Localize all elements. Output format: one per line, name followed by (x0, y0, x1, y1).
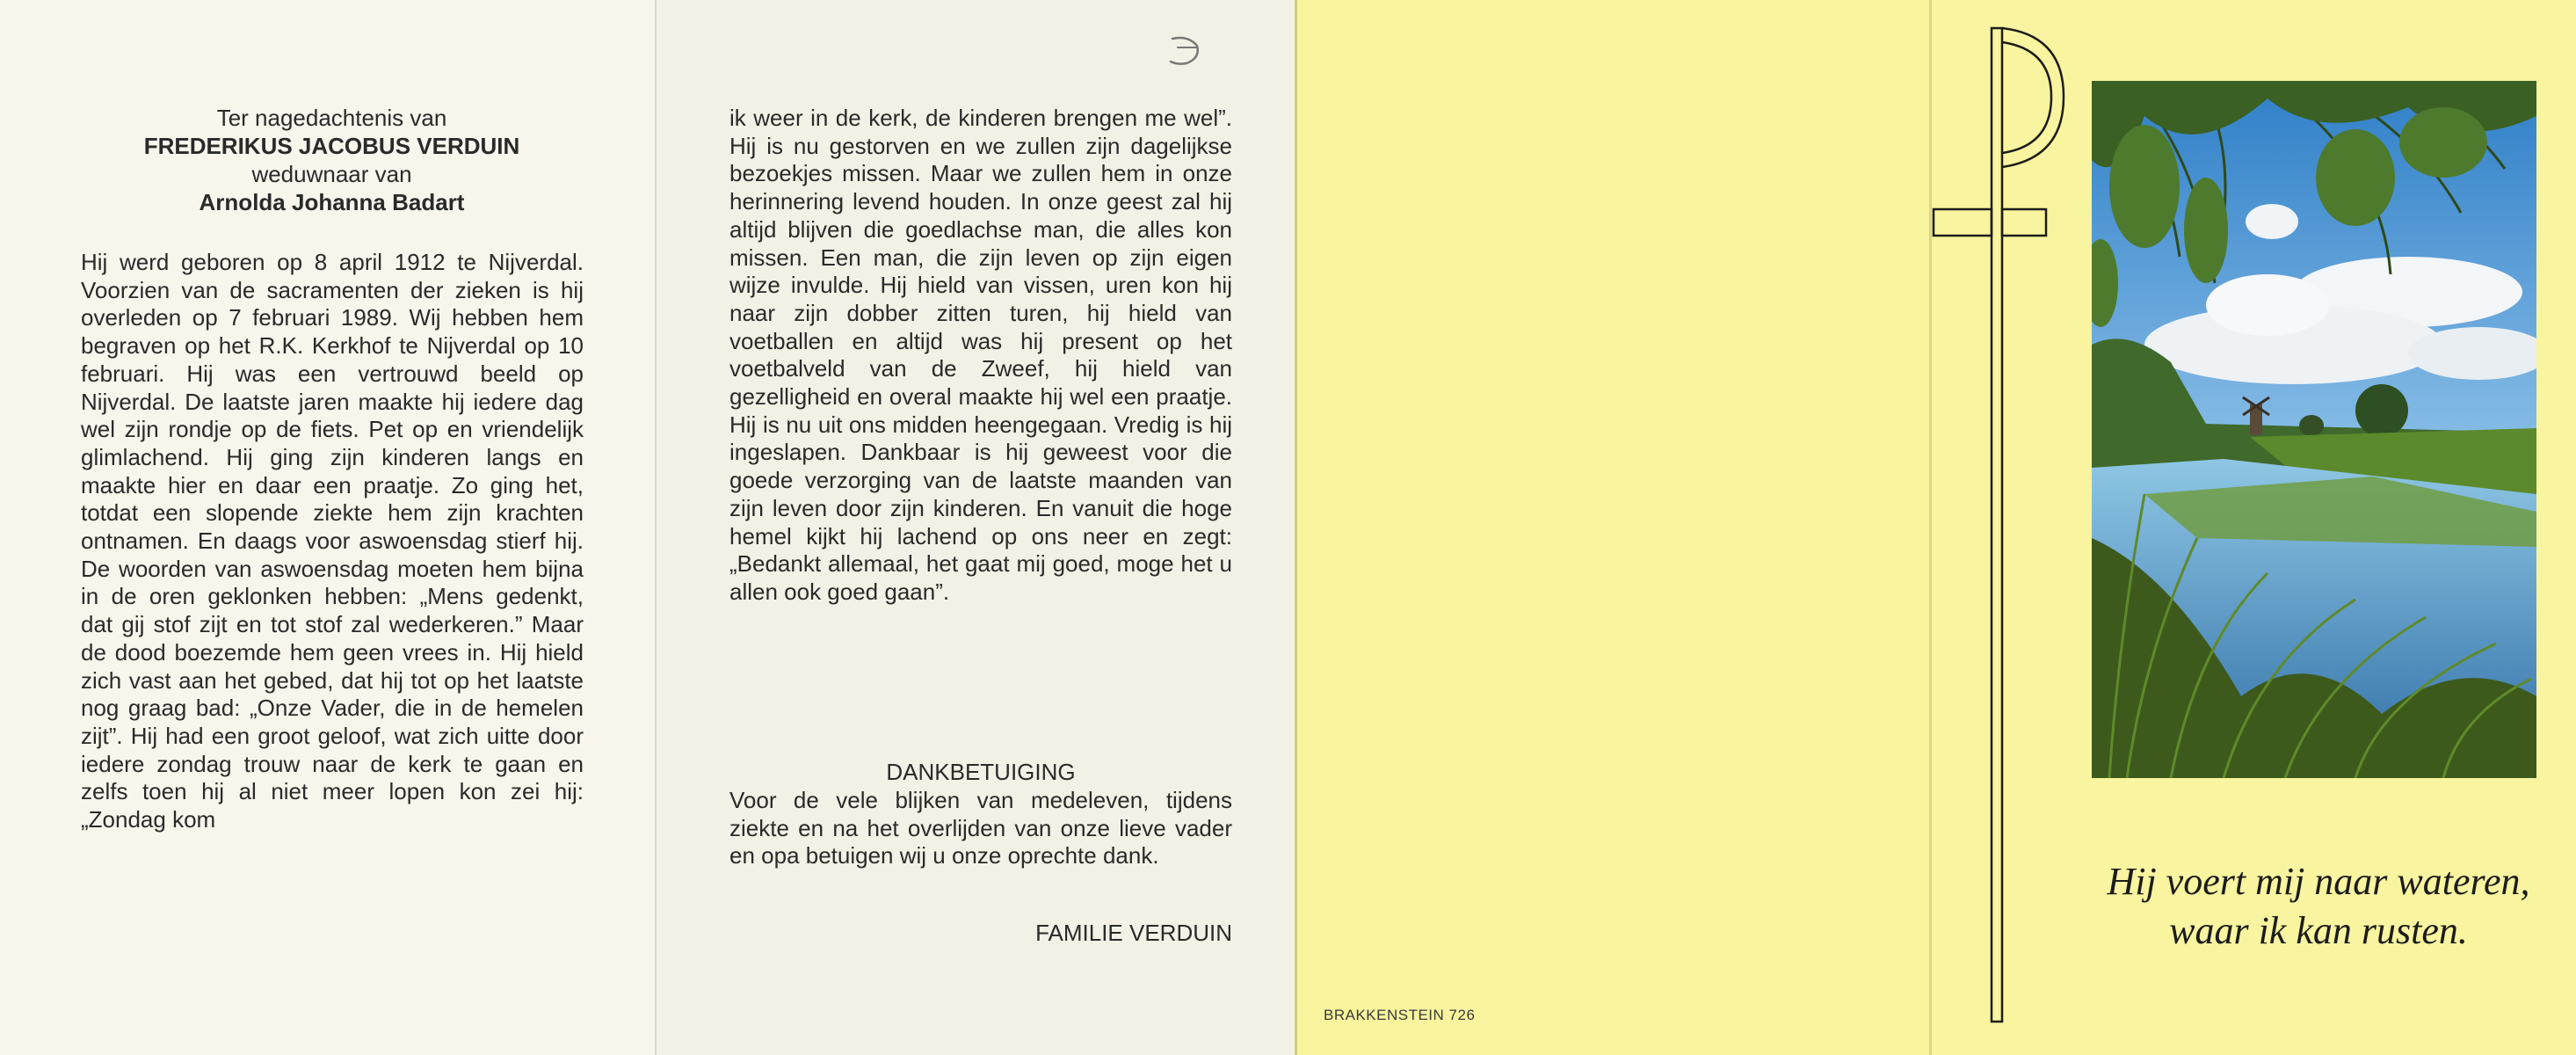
relation-line: weduwnaar van (251, 161, 412, 187)
deceased-name: FREDERIKUS JACOBUS VERDUIN (143, 133, 520, 159)
panel-back-cover (1295, 0, 1929, 1055)
scripture-quote (2072, 857, 2565, 956)
acknowledgement-title: DANKBETUIGING (886, 759, 1076, 785)
memorial-heading (79, 104, 584, 216)
continued-text: ik weer in de kerk, de kinderen brengen me wel”. Hij is nu gestorven en we zullen zijn dagelijkse bezoekjes missen. Maar we zullen hem in onze herinnering levend houden. In onze geest zal hij altijd blijven die goedlachse man, die alles kon missen. Een man, die zijn leven op zijn eigen wijze invulde. Hij hield van vissen, uren kon hij naar zijn dobber zitten turen, hij hield van voetballen en altijd was hij present op het voetbalveld van de Zweef, hij hield van gezelligheid en overal maakte hij wel een praatje. Hij is nu uit ons midden heengegaan. Vredig is hij ingeslapen. Dankbaar is hij geweest voor die goede verzorging van de laatste maanden van zijn leven door zijn kinderen. En vanuit die hoge hemel kijkt hij lachend op ons neer en zegt: „Bedankt allemaal, het gaat mij goed, moge het u allen ook goed gaan”. (729, 105, 1232, 605)
spouse-name: Arnolda Johanna Badart (199, 189, 465, 215)
intro-line: Ter nagedachtenis van (216, 105, 447, 131)
family-signature: FAMILIE VERDUIN (1035, 920, 1232, 946)
panel-left-page (0, 0, 655, 1055)
quote-line-1: Hij voert mij naar wateren, (2107, 860, 2530, 903)
acknowledgement-text: Voor de vele blijken van medeleven, tijdens ziekte en na het overlijden van onze lieve vader en opa betuigen wij u onze oprechte dank. (729, 787, 1232, 869)
chi-rho-cross-icon (1932, 0, 2090, 1055)
handwritten-mark (1162, 28, 1215, 72)
landscape-photo (2092, 81, 2536, 778)
publisher-code: BRAKKENSTEIN 726 (1324, 1007, 1476, 1023)
quote-line-2: waar ik kan rusten. (2169, 909, 2468, 952)
panel-front-cover (1929, 0, 2576, 1055)
biography-text: Hij werd geboren op 8 april 1912 te Nijverdal. Voorzien van de sacramenten der zieken is hij overleden op 7 februari 1989. Wij hebben hem begraven op het R.K. Kerkhof te Nijverdal op 10 februari. Hij was een vertrouwd beeld op Nijverdal. De laatste jaren maakte hij iedere dag wel zijn rondje op de fiets. Pet op en vriendelijk glimlachend. Hij ging zijn kinderen langs en maakte hier en daar een praatje. Zo ging het, totdat een slopende ziekte hem zijn krachten ontnamen. En daags voor aswoensdag stierf hij. De woorden van aswoensdag moeten hem bijna in de oren geklonken hebben: „Mens gedenkt, dat gij stof zijt en tot stof zal wederkeren.” Maar de dood boezemde hem geen vrees in. Hij hield zich vast aan het gebed, dat hij tot op het laatste nog graag bad: „Onze Vader, die in de hemelen zijt”. Hij had een groot geloof, wat zich uitte door iedere zondag trouw naar de kerk te gaan en zelfs toen hij al niet meer lopen kon zei hij: „Zondag kom (81, 249, 584, 833)
panel-right-page (655, 0, 1295, 1055)
